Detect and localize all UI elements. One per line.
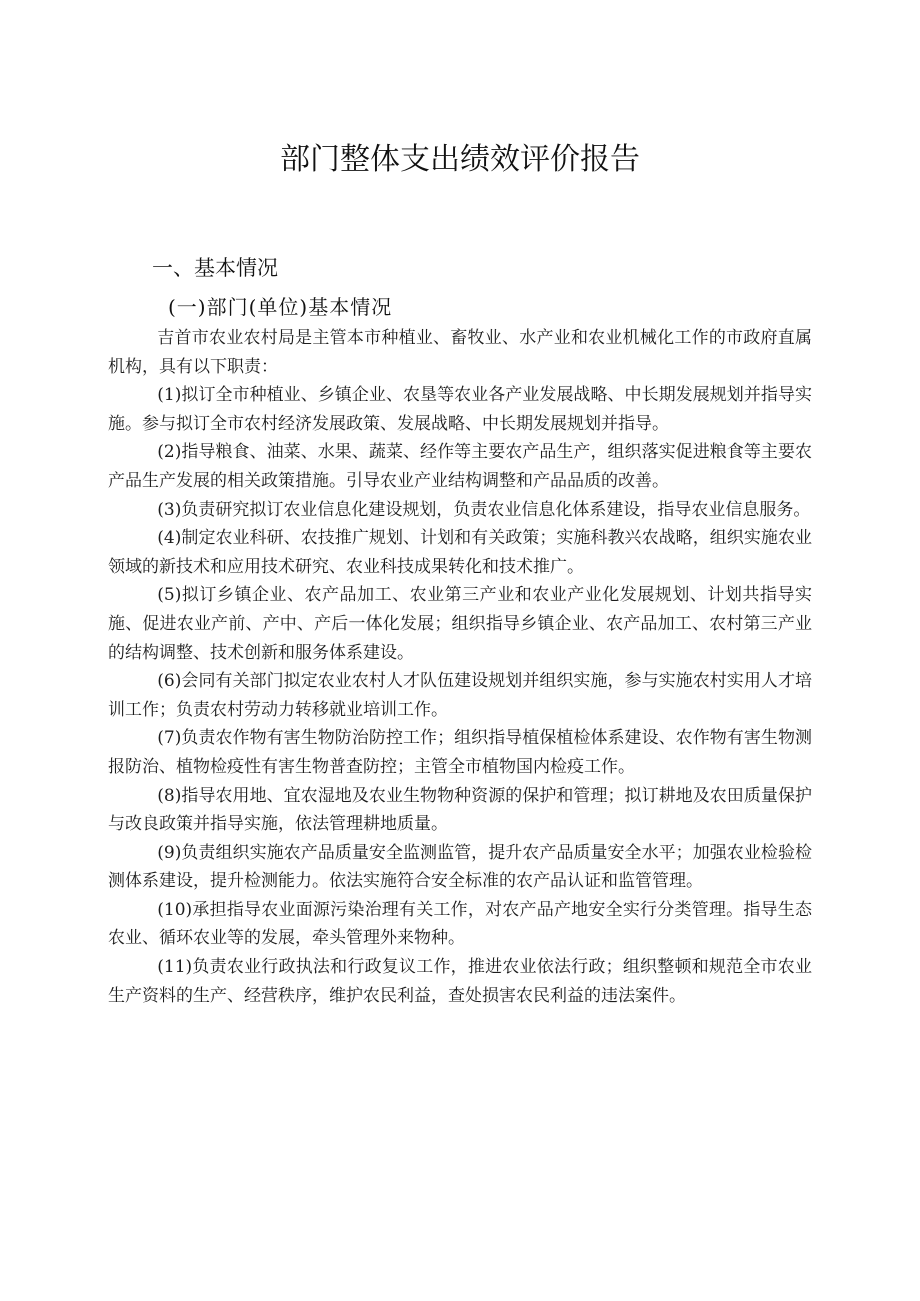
paragraph-duty-11: (11)负责农业行政执法和行政复议工作，推进农业依法行政；组织整顿和规范全市农业生产资料的生产、经营秩序，维护农民利益，查处损害农民利益的违法案件。 xyxy=(108,957,812,1006)
paragraph-duty-8: (8)指导农用地、宜农湿地及农业生物物种资源的保护和管理；拟订耕地及农田质量保护与改良政策并指导实施，依法管理耕地质量。 xyxy=(108,785,812,835)
paragraph-duty-9: (9)负责组织实施农产品质量安全监测监管，提升农产品质量安全水平；加强农业检验检测体系建设，提升检测能力。依法实施符合安全标准的农产品认证和监管管理。 xyxy=(108,842,812,892)
subsection-heading: (一)部门(单位)基本情况 xyxy=(168,295,393,319)
paragraph-intro: 吉首市农业农村局是主管本市种植业、畜牧业、水产业和农业机械化工作的市政府直属机构，具有以下职责： xyxy=(108,328,812,377)
paragraph-duty-3: (3)负责研究拟订农业信息化建设规划，负责农业信息化体系建设，指导农业信息服务。 xyxy=(157,499,811,520)
paragraph-duty-6: (6)会同有关部门拟定农业农村人才队伍建设规划并组织实施，参与实施农村实用人才培训工作；负责农村劳动力转移就业培训工作。 xyxy=(108,671,812,720)
document-body xyxy=(108,324,812,1010)
document-title: 部门整体支出绩效评价报告 xyxy=(280,142,640,177)
paragraph-duty-2: (2)指导粮食、油菜、水果、蔬菜、经作等主要农产品生产，组织落实促进粮食等主要农产品生产发展的相关政策措施。引导农业产业结构调整和产品品质的改善。 xyxy=(108,442,812,491)
paragraph-duty-10: (10)承担指导农业面源污染治理有关工作，对农产品产地安全实行分类管理。指导生态农业、循环农业等的发展，牵头管理外来物种。 xyxy=(108,899,812,949)
paragraph-duty-4: (4)制定农业科研、农技推广规划、计划和有关政策；实施科教兴农战略，组织实施农业领域的新技术和应用技术研究、农业科技成果转化和技术推广。 xyxy=(108,528,812,577)
paragraph-duty-5: (5)拟订乡镇企业、农产品加工、农业第三产业和农业产业化发展规划、计划共指导实施、促进农业产前、产中、产后一体化发展；组织指导乡镇企业、农产品加工、农村第三产业的结构调整、技术创新和服务体系建设。 xyxy=(108,585,812,663)
paragraph-duty-7: (7)负责农作物有害生物防治防控工作；组织指导植保植检体系建设、农作物有害生物测报防治、植物检疫性有害生物普查防控；主管全市植物国内检疫工作。 xyxy=(108,728,812,777)
section-heading: 一、基本情况 xyxy=(152,256,278,280)
paragraph-duty-1: (1)拟订全市种植业、乡镇企业、农垦等农业各产业发展战略、中长期发展规划并指导实施。参与拟订全市农村经济发展政策、发展战略、中长期发展规划并指导。 xyxy=(108,385,812,434)
